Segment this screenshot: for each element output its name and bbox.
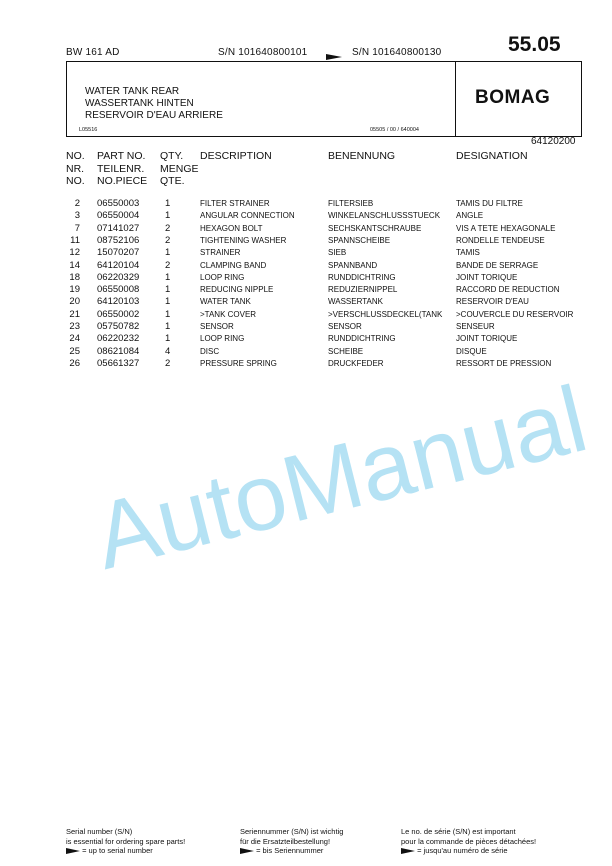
part-position: 18 — [69, 271, 80, 283]
part-quantity: 2 — [165, 234, 171, 246]
document-ref: 05505 / 00 / 640004 — [370, 127, 419, 133]
table-row — [0, 284, 612, 296]
table-row — [0, 309, 612, 321]
part-quantity: 1 — [165, 284, 171, 296]
part-benennung: SIEB — [328, 248, 347, 258]
part-quantity: 1 — [165, 247, 171, 259]
footer-en-line3 — [66, 846, 185, 856]
part-quantity: 1 — [165, 321, 171, 332]
part-description: REDUCING NIPPLE — [200, 285, 274, 295]
part-designation: RESERVOIR D'EAU — [456, 297, 529, 307]
page-number: 55.05 — [508, 33, 561, 56]
part-position: 12 — [69, 247, 80, 259]
part-number: 06550008 — [97, 284, 140, 296]
part-benennung: RUNDDICHTRING — [328, 272, 396, 282]
part-benennung: SPANNSCHEIBE — [328, 235, 391, 245]
part-description: DISC — [200, 346, 220, 356]
footer-en-line1: Serial number (S/N) — [66, 827, 133, 836]
part-description: STRAINER — [200, 248, 241, 258]
col-header-designation: DESIGNATION — [456, 150, 528, 162]
part-designation: RESSORT DE PRESSION — [456, 358, 552, 368]
part-number: 64120104 — [97, 259, 140, 271]
part-benennung: FILTERSIEB — [328, 199, 374, 208]
part-number: 15070207 — [97, 247, 140, 259]
bomag-logo: BOMAG — [475, 87, 551, 108]
part-position: 24 — [69, 333, 80, 345]
part-quantity: 1 — [165, 198, 171, 209]
title-de: WASSERTANK HINTEN — [85, 98, 194, 109]
col-header-benennung: BENENNUNG — [328, 150, 396, 162]
footer-de — [240, 827, 343, 856]
col-header-part-en: PART NO. — [97, 150, 146, 162]
part-quantity: 2 — [165, 259, 171, 271]
col-header-part-de: TEILENR. — [97, 162, 145, 175]
footer-en-line2: is essential for ordering spare parts! — [66, 836, 186, 846]
arrow-right-icon — [401, 848, 415, 854]
serial-from: S/N 101640800101 — [218, 47, 308, 58]
table-row — [0, 296, 612, 308]
part-position: 11 — [70, 234, 80, 246]
table-row — [0, 198, 612, 210]
part-description: SENSOR — [200, 322, 234, 331]
part-description: PRESSURE SPRING — [200, 358, 277, 368]
part-description: WATER TANK — [200, 297, 251, 307]
part-position: 20 — [69, 296, 80, 308]
part-designation: TAMIS DU FILTRE — [456, 199, 523, 208]
table-row — [0, 333, 612, 345]
footer-de-legend: = bis Seriennummer — [256, 846, 324, 855]
part-designation: SENSEUR — [456, 322, 495, 331]
footer-en — [66, 827, 185, 856]
footer-de-line3 — [240, 846, 343, 856]
table-row — [0, 210, 612, 222]
part-description: FILTER STRAINER — [200, 199, 270, 208]
part-position: 2 — [74, 198, 80, 209]
part-quantity: 1 — [165, 210, 171, 222]
part-designation: VIS A TETE HEXAGONALE — [456, 223, 556, 233]
part-description: LOOP RING — [200, 272, 245, 282]
part-position: 19 — [69, 284, 80, 296]
part-designation: TAMIS — [456, 248, 480, 258]
part-quantity: 1 — [165, 333, 171, 345]
table-row — [0, 235, 612, 247]
part-benennung: SECHSKANTSCHRAUBE — [328, 223, 422, 233]
footer-fr-line1: Le no. de série (S/N) est important — [401, 827, 516, 836]
col-header-part — [97, 150, 147, 188]
table-row — [0, 223, 612, 235]
arrow-right-icon — [66, 848, 80, 854]
part-description: TIGHTENING WASHER — [200, 235, 287, 245]
footer-de-line1: Seriennummer (S/N) ist wichtig — [240, 827, 344, 836]
part-benennung: REDUZIERNIPPEL — [328, 285, 398, 295]
part-position: 3 — [74, 210, 80, 222]
part-designation: JOINT TORIQUE — [456, 272, 518, 282]
footer-fr-line2: pour la commande de pièces détachées! — [401, 836, 537, 846]
part-benennung: SENSOR — [328, 322, 362, 331]
part-designation: BANDE DE SERRAGE — [456, 260, 539, 270]
drawing-ref: L05516 — [79, 127, 98, 133]
part-number: 07141027 — [97, 222, 140, 234]
part-designation: JOINT TORIQUE — [456, 334, 518, 344]
group-number: 64120200 — [531, 136, 576, 147]
part-number: 08752106 — [97, 234, 140, 246]
title-fr: RESERVOIR D'EAU ARRIERE — [85, 110, 223, 121]
part-designation: ANGLE — [456, 211, 484, 221]
part-benennung: RUNDDICHTRING — [328, 334, 396, 344]
part-benennung: SCHEIBE — [328, 346, 364, 356]
part-number: 05661327 — [97, 357, 140, 369]
table-row — [0, 321, 612, 333]
part-benennung: DRUCKFEDER — [328, 358, 384, 368]
part-designation: DISQUE — [456, 346, 487, 356]
col-header-qty-en: QTY. — [160, 150, 184, 162]
part-quantity: 2 — [165, 357, 171, 369]
table-row — [0, 272, 612, 284]
part-benennung: SPANNBAND — [328, 260, 378, 270]
footer-fr-line3 — [401, 846, 536, 856]
footer-de-line2: für die Ersatzteilbestellung! — [240, 836, 331, 846]
table-row — [0, 260, 612, 272]
model-label: BW 161 AD — [66, 47, 120, 58]
title-box — [66, 61, 582, 137]
watermark: AutoManual — [84, 365, 597, 589]
part-position: 26 — [69, 357, 80, 369]
title-box-divider — [455, 62, 456, 136]
part-quantity: 1 — [165, 308, 171, 320]
footer-en-legend: = up to serial number — [82, 846, 153, 855]
part-position: 14 — [69, 259, 80, 271]
col-header-no-de: NR. — [66, 162, 85, 175]
part-designation: RONDELLE TENDEUSE — [456, 235, 545, 245]
part-position: 21 — [69, 308, 80, 320]
part-number: 64120103 — [97, 296, 140, 308]
part-benennung: WINKELANSCHLUSSSTUECK — [328, 211, 441, 221]
arrow-right-icon — [240, 848, 254, 854]
part-position: 7 — [74, 222, 80, 234]
col-header-qty — [160, 150, 199, 188]
part-description: ANGULAR CONNECTION — [200, 211, 295, 221]
part-description: >TANK COVER — [200, 309, 257, 319]
part-description: CLAMPING BAND — [200, 260, 267, 270]
part-description: LOOP RING — [200, 334, 245, 344]
part-position: 23 — [69, 321, 80, 332]
part-number: 05750782 — [97, 321, 140, 332]
col-header-no-en: NO. — [66, 150, 85, 162]
serial-to: S/N 101640800130 — [352, 47, 442, 58]
part-number: 08621084 — [97, 345, 140, 357]
part-benennung: >VERSCHLUSSDECKEL(TANK — [328, 309, 443, 319]
col-header-qty-fr: QTE. — [160, 175, 185, 187]
part-benennung: WASSERTANK — [328, 297, 383, 307]
part-quantity: 2 — [165, 222, 171, 234]
parts-table — [0, 198, 612, 378]
footer-fr-legend: = jusqu'au numéro de série — [417, 846, 508, 855]
part-number: 06550002 — [97, 308, 140, 320]
table-row — [0, 346, 612, 358]
table-row — [0, 358, 612, 370]
part-number: 06220329 — [97, 271, 140, 283]
part-position: 25 — [69, 345, 80, 357]
footer-fr — [401, 827, 536, 856]
table-row — [0, 247, 612, 259]
part-designation: RACCORD DE REDUCTION — [456, 285, 560, 295]
part-quantity: 1 — [165, 296, 171, 308]
part-quantity: 4 — [165, 345, 171, 357]
title-en: WATER TANK REAR — [85, 86, 180, 97]
part-number: 06220232 — [97, 333, 140, 345]
col-header-no — [66, 150, 85, 188]
part-quantity: 1 — [165, 271, 171, 283]
part-designation: >COUVERCLE DU RESERVOIR — [456, 309, 574, 319]
col-header-no-fr: NO. — [66, 175, 85, 187]
col-header-part-fr: NO.PIECE — [97, 175, 148, 187]
part-number: 06550004 — [97, 210, 140, 222]
part-description: HEXAGON BOLT — [200, 223, 263, 233]
col-header-description: DESCRIPTION — [200, 150, 272, 162]
part-number: 06550003 — [97, 198, 140, 209]
col-header-qty-de: MENGE — [160, 162, 199, 175]
